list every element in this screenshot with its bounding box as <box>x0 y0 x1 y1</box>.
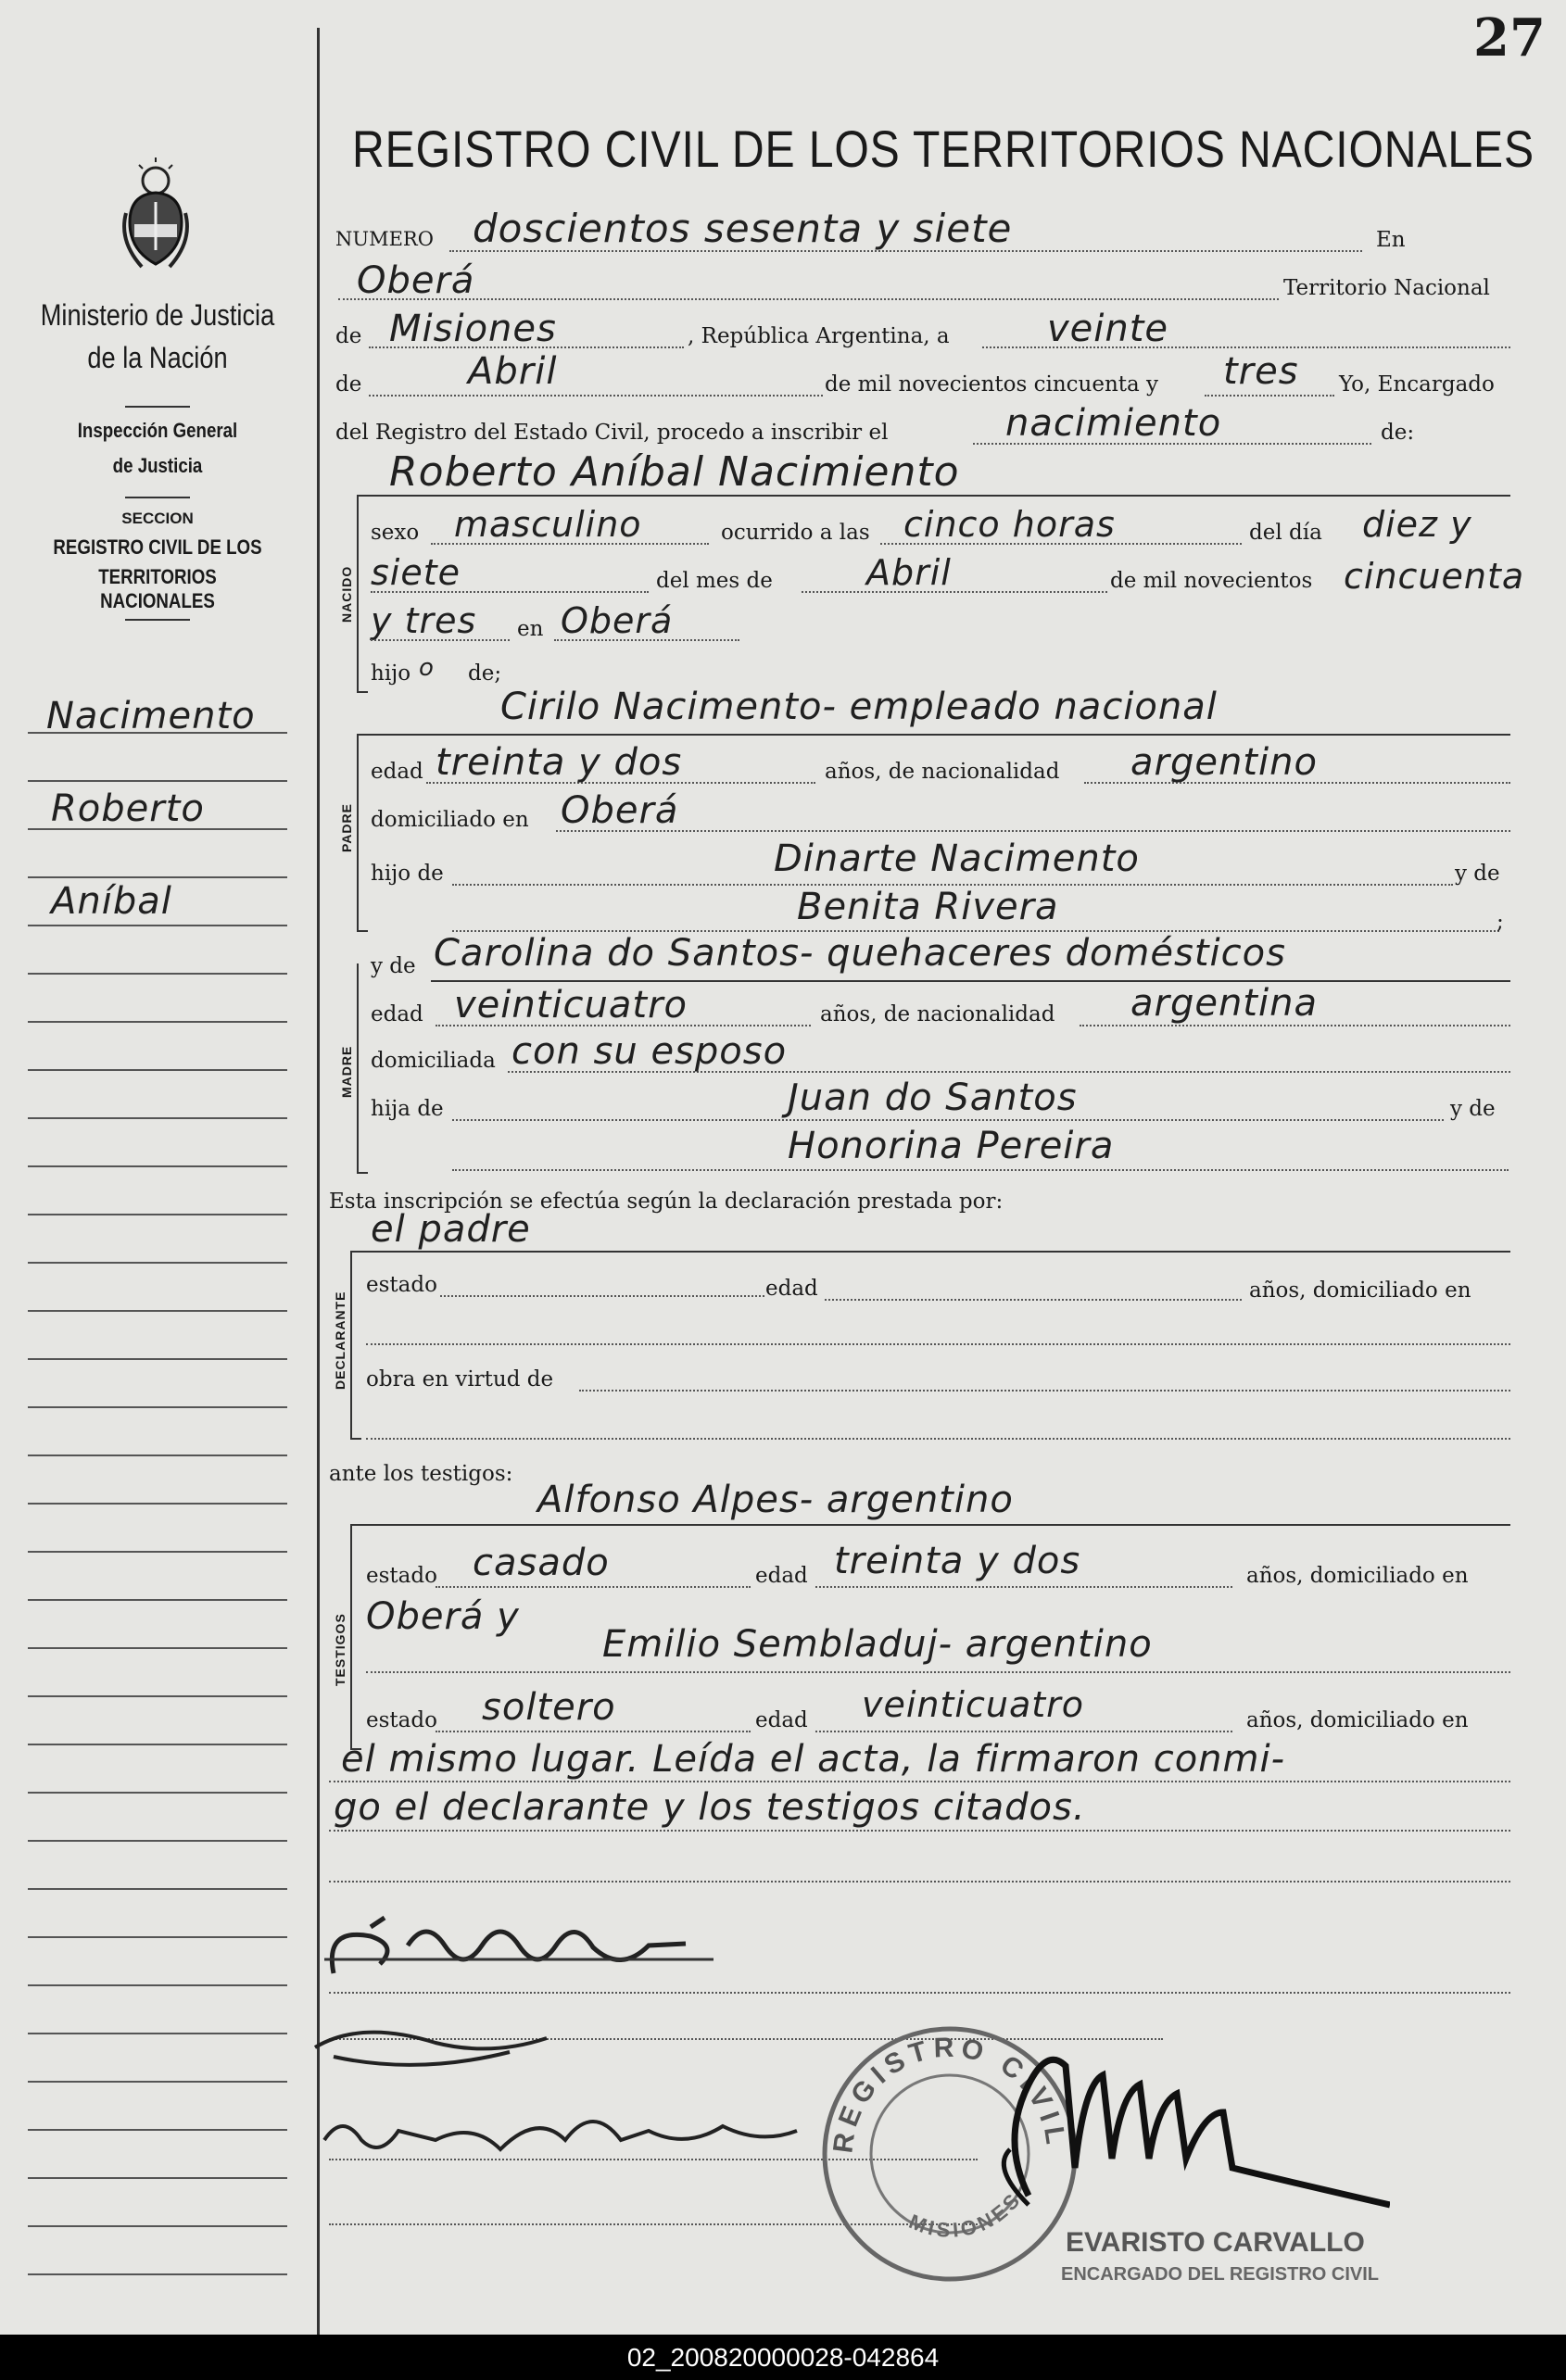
declarante-intro: Esta inscripción se efectúa según la declaración prestada por: <box>329 1190 1004 1214</box>
mil-label-nacido: de mil novecientos <box>1110 569 1313 593</box>
padre-de-madre-value: Juan do Santos <box>788 1077 1078 1119</box>
margin-line <box>28 2225 287 2227</box>
testigo1-estado-value: casado <box>473 1542 610 1584</box>
month-value: Abril <box>468 350 558 393</box>
padre-semicolon: ; <box>1497 910 1504 934</box>
coat-of-arms-emblem <box>119 157 193 278</box>
de-label-nacido: de; <box>468 661 502 686</box>
fill-line <box>802 591 1107 593</box>
padre-domicilio-value: Oberá <box>561 789 679 832</box>
sidebar-rule-3 <box>125 619 190 621</box>
madre-anios-label: años, de nacionalidad <box>820 1002 1055 1026</box>
fill-line <box>1205 395 1334 397</box>
declarante-estado-label: estado <box>366 1273 437 1297</box>
stamp-bottom-text: MISIONES <box>905 2186 1027 2242</box>
act-type-value: nacimiento <box>1005 402 1222 445</box>
fill-line <box>366 1438 1510 1440</box>
en-label-nacido: en <box>517 617 544 641</box>
mil-label: de mil novecientos cincuenta y <box>825 372 1159 397</box>
de-label: de <box>335 324 362 348</box>
margin-line <box>28 1021 287 1023</box>
margin-line <box>28 1695 287 1697</box>
declarante-obra-label: obra en virtud de <box>366 1367 554 1391</box>
madre-section-label: MADRE <box>339 1045 354 1098</box>
testigo2-edad-value: veinticuatro <box>862 1684 1084 1725</box>
section-name-line1: REGISTRO CIVIL DE LOS <box>53 535 262 559</box>
officer-name: EVARISTO CARVALLO <box>1066 2227 1365 2258</box>
margin-line <box>28 1165 287 1167</box>
testigo1-edad-label: edad <box>755 1564 808 1588</box>
declarante-edad-label: edad <box>765 1277 818 1301</box>
testigo1-anios-label: años, domiciliado en <box>1246 1564 1469 1588</box>
sidebar-rule-1 <box>125 406 190 408</box>
del-dia-label: del día <box>1249 521 1322 545</box>
bracket <box>357 963 368 1174</box>
madre-de-madre-value: Honorina Pereira <box>788 1125 1115 1167</box>
de-colon: de: <box>1381 421 1415 445</box>
madre-y-de-label: y de <box>371 954 416 978</box>
fill-line <box>436 1731 751 1732</box>
sidebar-rule-2 <box>125 497 190 498</box>
republica-label: , República Argentina, a <box>688 324 950 348</box>
margin-line <box>28 1310 287 1312</box>
fill-line <box>366 1343 1510 1345</box>
declarante-value: el padre <box>371 1208 531 1251</box>
margin-line <box>28 2081 287 2083</box>
testigo1-estado-label: estado <box>366 1564 437 1588</box>
anio-value: cincuenta <box>1344 556 1525 597</box>
padre-anios-label: años, de nacionalidad <box>825 760 1060 784</box>
closing-line1: el mismo lugar. Leída el acta, la firmaron conmi- <box>341 1738 1286 1781</box>
padre-section-label: PADRE <box>339 803 354 852</box>
hora-value: cinco horas <box>903 504 1116 545</box>
margin-line <box>28 1599 287 1601</box>
padre-hijo-de-label: hijo de <box>371 862 444 886</box>
madre-edad-value: veinticuatro <box>454 984 688 1026</box>
padre-nacionalidad-value: argentino <box>1130 741 1318 784</box>
person-name: Roberto Aníbal Nacimiento <box>389 448 960 496</box>
declarante-section-label: DECLARANTE <box>333 1291 347 1390</box>
signature-2 <box>306 2001 584 2084</box>
bracket <box>357 495 368 693</box>
margin-line <box>28 1454 287 1456</box>
section-name-line2: TERRITORIOS NACIONALES <box>98 565 217 612</box>
margin-line <box>28 1984 287 1986</box>
fill-line <box>452 1169 1509 1171</box>
sexo-label: sexo <box>371 521 420 545</box>
image-id-footer: 02_200820000028-042864 <box>0 2335 1566 2380</box>
margin-name2: Aníbal <box>51 880 172 923</box>
margin-line <box>28 2177 287 2179</box>
testigo1-edad-value: treinta y dos <box>834 1540 1081 1582</box>
margin-line <box>28 925 287 926</box>
section-label: SECCION <box>121 510 194 527</box>
section-rule <box>357 734 1510 736</box>
margin-line <box>28 1840 287 1842</box>
dia-value2: siete <box>371 552 461 593</box>
margin-line <box>28 1503 287 1505</box>
fill-line <box>825 1299 1242 1301</box>
margin-line <box>28 2129 287 2131</box>
lugar-value: Oberá <box>561 600 674 641</box>
fill-line <box>815 1731 1232 1732</box>
anio-value2: y tres <box>371 600 477 641</box>
document-title: REGISTRO CIVIL DE LOS TERRITORIOS NACIONALES <box>352 120 1535 178</box>
testigo1-domicilio-value: Oberá y <box>366 1595 520 1638</box>
margin-line <box>28 1262 287 1264</box>
padre-name-value: Cirilo Nacimento- empleado nacional <box>500 686 1218 728</box>
officer-signature-scribble <box>973 2029 1390 2214</box>
de-label2: de <box>335 372 362 397</box>
margin-line <box>28 2033 287 2034</box>
margin-line <box>28 828 287 830</box>
bracket <box>350 1524 361 1750</box>
madre-hija-de-label: hija de <box>371 1097 444 1121</box>
registro-label: del Registro del Estado Civil, procedo a inscribir el <box>335 421 889 445</box>
padre-edad-label: edad <box>371 760 423 784</box>
fill-line <box>815 1586 1232 1588</box>
declarante-anios-label: años, domiciliado en <box>1249 1278 1471 1303</box>
margin-line <box>28 1647 287 1649</box>
numero-value: doscientos sesenta y siete <box>473 206 1013 251</box>
signature-1 <box>315 1890 723 1992</box>
en-label: En <box>1376 228 1406 252</box>
nacido-section-label: NACIDO <box>339 565 354 623</box>
margin-line <box>28 732 287 734</box>
padre-edad-value: treinta y dos <box>436 741 683 784</box>
section-rule <box>431 980 1510 982</box>
bracket <box>350 1251 361 1440</box>
fill-line <box>371 591 649 593</box>
margin-line <box>28 2273 287 2275</box>
fill-line <box>371 639 510 641</box>
fill-line <box>440 1295 764 1297</box>
madre-domicilio-label: domiciliada <box>371 1049 496 1073</box>
padre-y-de-label: y de <box>1455 862 1500 886</box>
madre-name-value: Carolina do Santos- quehaceres domésticos <box>434 932 1286 975</box>
stamp-text: REGISTRO CIVIL <box>827 2032 1072 2155</box>
page-number: 27 <box>1473 7 1546 69</box>
margin-line <box>28 1936 287 1938</box>
officer-signature <box>973 2029 1390 2214</box>
officer-title: ENCARGADO DEL REGISTRO CIVIL <box>1061 2264 1379 2285</box>
fill-line <box>436 1586 751 1588</box>
madre-nacionalidad-value: argentina <box>1130 982 1318 1025</box>
numero-label: NUMERO <box>335 228 434 250</box>
margin-line <box>28 1214 287 1215</box>
testigos-intro: ante los testigos: <box>329 1462 513 1486</box>
hijo-label: hijo <box>371 661 411 686</box>
hijo-value: o <box>419 654 435 682</box>
yo-label: Yo, Encargado <box>1339 372 1495 397</box>
margin-name1: Roberto <box>51 787 205 830</box>
del-mes-label: del mes de <box>656 569 773 593</box>
margin-surname: Nacimento <box>46 695 256 737</box>
margin-line <box>28 780 287 782</box>
inspection-line1: Inspección General <box>77 419 238 442</box>
margin-line <box>28 1117 287 1119</box>
inspection-line2: de Justicia <box>112 454 203 477</box>
sexo-value: masculino <box>454 504 642 545</box>
section-rule <box>357 1251 1510 1253</box>
fill-line <box>452 1119 1444 1121</box>
fill-line <box>556 830 1510 832</box>
territorio-label: Territorio Nacional <box>1283 276 1490 300</box>
day-value: veinte <box>1047 308 1169 350</box>
fill-line <box>1080 1025 1510 1026</box>
signature-1-scribble <box>315 1890 723 1992</box>
mes-value: Abril <box>866 552 952 593</box>
testigo2-value: Emilio Sembladuj- argentino <box>602 1623 1153 1666</box>
testigo2-anios-label: años, domiciliado en <box>1246 1708 1469 1732</box>
testigos-section-label: TESTIGOS <box>333 1613 347 1686</box>
margin-line <box>28 1406 287 1408</box>
margin-line <box>28 973 287 975</box>
testigo2-edad-label: edad <box>755 1708 808 1732</box>
fill-line <box>579 1390 1510 1391</box>
testigo2-estado-label: estado <box>366 1708 437 1732</box>
margin-line <box>28 1358 287 1360</box>
testigo2-estado-value: soltero <box>482 1686 616 1729</box>
madre-y-de-label2: y de <box>1450 1097 1496 1121</box>
bracket <box>357 734 368 932</box>
territory-value: Misiones <box>389 308 557 350</box>
ministry-line1: Ministerio de Justicia <box>40 298 275 332</box>
madre-edad-label: edad <box>371 1002 423 1026</box>
fill-line <box>329 1881 1510 1883</box>
margin-line <box>28 1744 287 1745</box>
fill-line <box>366 1671 1510 1673</box>
year-value: tres <box>1223 350 1299 393</box>
testigo1-value: Alfonso Alpes- argentino <box>537 1479 1014 1521</box>
madre-domicilio-value: con su esposo <box>511 1030 788 1073</box>
padre-domicilio-label: domiciliado en <box>371 808 529 832</box>
ministry-line2: de la Nación <box>87 341 228 374</box>
fill-line <box>338 298 1279 300</box>
margin-line <box>28 1551 287 1553</box>
closing-line2: go el declarante y los testigos citados. <box>334 1786 1086 1829</box>
margin-line <box>28 876 287 878</box>
ocurrido-label: ocurrido a las <box>721 521 870 545</box>
place-value: Oberá <box>357 259 475 302</box>
fill-line <box>329 1781 1510 1782</box>
margin-line <box>28 1792 287 1794</box>
fill-line <box>329 1992 1510 1994</box>
fill-line <box>369 395 823 397</box>
margin-line <box>28 1888 287 1890</box>
madre-de-padre-value: Benita Rivera <box>797 886 1059 928</box>
fill-line <box>329 1830 1510 1832</box>
padre-de-padre-value: Dinarte Nacimento <box>774 837 1140 880</box>
margin-line <box>28 1069 287 1071</box>
dia-value: diez y <box>1362 504 1472 545</box>
section-rule <box>357 1524 1510 1526</box>
section-rule <box>357 495 1510 497</box>
signature-2-scribble <box>306 2001 584 2084</box>
